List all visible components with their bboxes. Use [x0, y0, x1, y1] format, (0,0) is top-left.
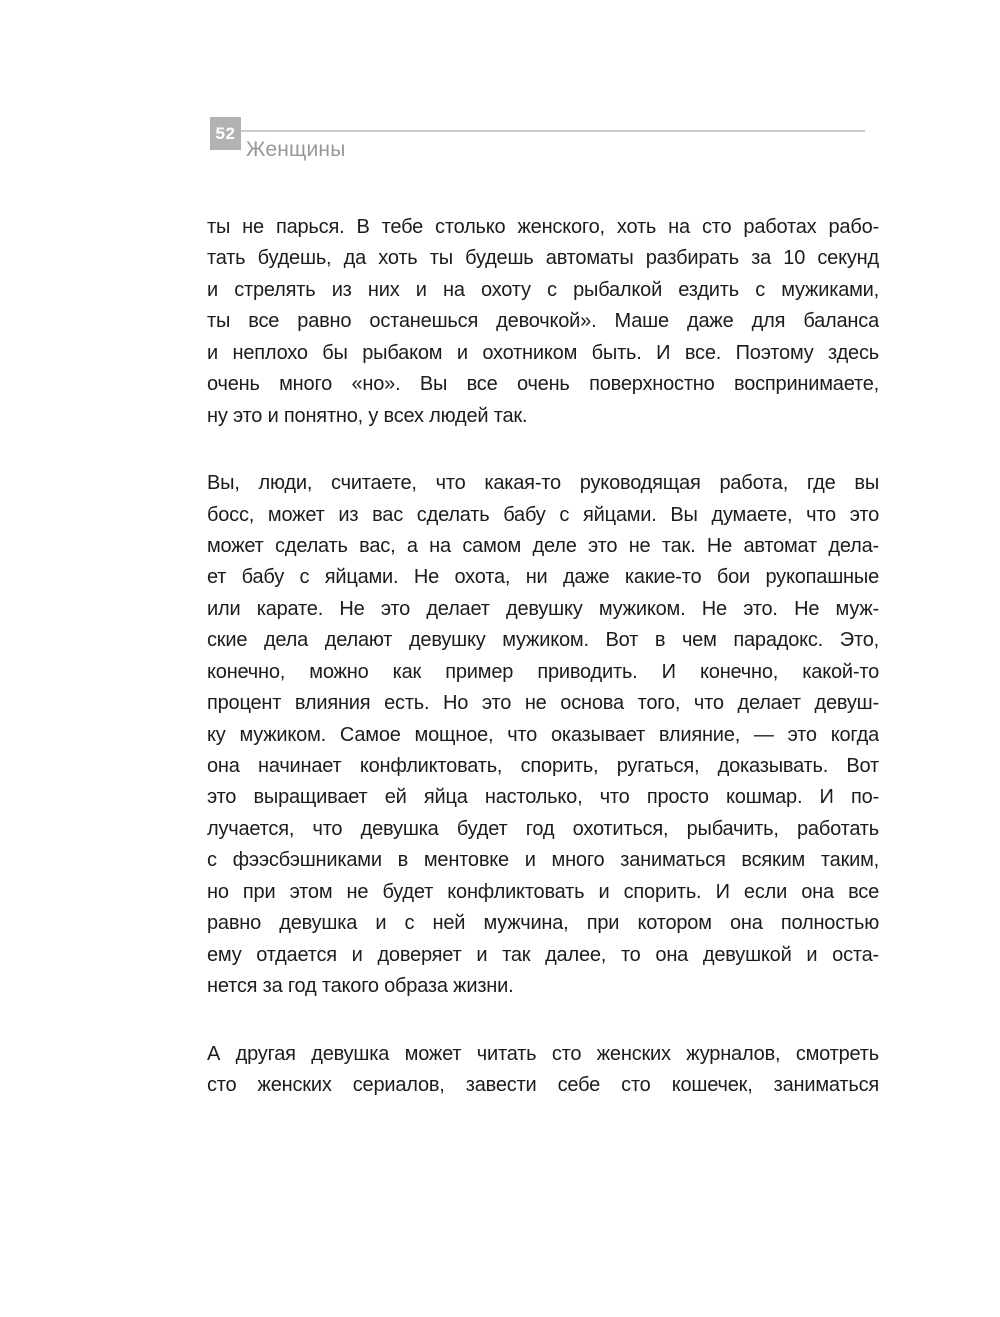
text-line: ну это и понятно, у всех людей так.: [207, 404, 528, 427]
text-line: тать будешь, да хоть ты будешь автоматы разбирать за 10 секунд: [207, 247, 879, 270]
text-line: ку мужиком. Самое мощное, что оказывает влияние, — это когда: [207, 723, 879, 746]
text-line: Вы, люди, считаете, что какая-то руководящая работа, где вы: [207, 472, 879, 495]
text-line: ты все равно останешься девочкой». Маше даже для баланса: [207, 310, 879, 333]
text-line: она начинает конфликтовать, спорить, ругаться, доказывать. Вот: [207, 755, 879, 777]
text-line: с фээсбэшниками в ментовке и много заниматься всяким таким,: [207, 849, 879, 872]
text-line: ему отдается и доверяет и так далее, то она девушкой и оста-: [207, 943, 879, 966]
text-line: но при этом не будет конфликтовать и спорить. И если она все: [207, 880, 879, 903]
header-rule: [241, 130, 865, 132]
paragraph-2: [207, 468, 879, 1002]
text-line: нется за год такого образа жизни.: [207, 975, 514, 998]
page-number: 52: [215, 123, 236, 143]
text-line: босс, может из вас сделать бабу с яйцами. Вы думаете, что это: [207, 503, 879, 526]
text-line: или карате. Не это делает девушку мужиком. Не это. Не муж-: [207, 597, 879, 620]
running-head: Женщины: [246, 138, 346, 161]
text-line: очень много «но». Вы все очень поверхностно воспринимаете,: [207, 373, 879, 396]
text-line: это выращивает ей яйца настолько, что просто кошмар. И по-: [207, 786, 879, 809]
page-number-badge: [210, 117, 241, 150]
text-line: может сделать вас, а на самом деле это не так. Не автомат дела-: [207, 534, 879, 557]
text-line: и стрелять из них и на охоту с рыбалкой ездить с мужиками,: [207, 278, 879, 301]
paragraph-1: [207, 212, 879, 432]
text-line: сто женских сериалов, завести себе сто кошечек, заниматься: [207, 1073, 879, 1096]
text-line: лучается, что девушка будет год охотиться, рыбачить, работать: [207, 817, 879, 840]
text-line: равно девушка и с ней мужчина, при котором она полностью: [207, 912, 879, 935]
text-line: ты не парься. В тебе столько женского, хоть на сто работах рабо-: [207, 216, 879, 238]
text-line: А другая девушка может читать сто женских журналов, смотреть: [207, 1042, 879, 1065]
paragraph-3: [207, 1039, 879, 1102]
text-line: и неплохо бы рыбаком и охотником быть. И все. Поэтому здесь: [207, 341, 879, 364]
text-line: ет бабу с яйцами. Не охота, ни даже какие-то бои рукопашные: [207, 566, 879, 589]
text-line: ские дела делают девушку мужиком. Вот в чем парадокс. Это,: [207, 629, 879, 652]
text-line: процент влияния есть. Но это не основа того, что делает девуш-: [207, 692, 879, 715]
body-text: [207, 212, 879, 1137]
text-line: конечно, можно как пример приводить. И конечно, какой-то: [207, 660, 879, 683]
